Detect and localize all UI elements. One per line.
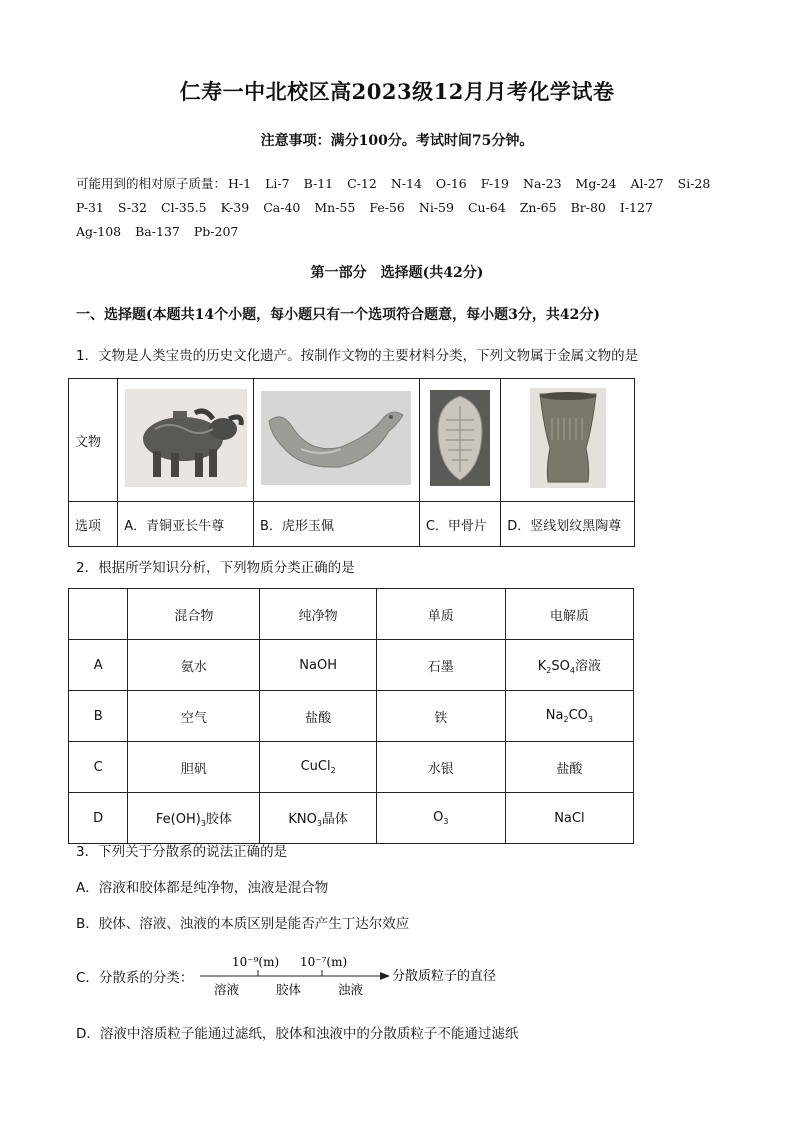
q2-row-option-label[interactable]: D xyxy=(69,793,128,844)
oracle-bone-image xyxy=(430,390,490,486)
atomic-mass-item: Al-27 xyxy=(630,176,664,191)
tick-label-2: 10⁻⁷(m) xyxy=(300,955,348,969)
q3-option-c-lead[interactable]: C．分散系的分类： xyxy=(76,970,194,986)
atomic-mass-item: Ba-137 xyxy=(135,224,180,239)
atomic-mass-item: Na-23 xyxy=(523,176,562,191)
q1-image-d xyxy=(501,379,635,502)
q1-option-a[interactable]: A．青铜亚长牛尊 xyxy=(118,502,254,547)
axis-arrow-icon xyxy=(380,972,390,980)
atomic-mass-item: P-31 xyxy=(76,200,104,215)
q2-row-option-label[interactable]: A xyxy=(69,640,128,691)
q2-cell: 氨水 xyxy=(128,640,260,691)
atomic-mass-item: Ni-59 xyxy=(418,200,454,215)
q2-cell: 石墨 xyxy=(376,640,505,691)
atomic-mass-item: Mg-24 xyxy=(575,176,617,191)
q2-row xyxy=(69,691,634,742)
atomic-mass-item: S-32 xyxy=(117,200,148,215)
atomic-mass-item: B-11 xyxy=(303,176,334,191)
q2-cell: 水银 xyxy=(376,742,505,793)
exam-notice: 注意事项：满分100分。考试时间75分钟。 xyxy=(260,133,534,149)
q2-header-electrolyte: 电解质 xyxy=(505,589,633,640)
q2-cell: CuCl$_2$ xyxy=(260,742,376,793)
q1-option-c[interactable]: C．甲骨片 xyxy=(419,502,500,547)
atomic-mass-item: Ca-40 xyxy=(263,200,301,215)
q3-option-b[interactable]: B．胶体、溶液、浊液的本质区别是能否产生丁达尔效应 xyxy=(76,916,410,932)
q2-cell: $Fe(OH)_3$胶体 xyxy=(128,793,260,844)
q2-stem: 2．根据所学知识分析，下列物质分类正确的是 xyxy=(76,560,355,576)
q2-cell: 盐酸 xyxy=(260,691,376,742)
q1-image-b xyxy=(253,379,419,502)
atomic-mass-item: Mn-55 xyxy=(314,200,356,215)
q1-image-a xyxy=(118,379,254,502)
q1-image-c xyxy=(419,379,500,502)
q2-cell: 盐酸 xyxy=(505,742,633,793)
q1-option-b[interactable]: B．虎形玉佩 xyxy=(253,502,419,547)
q2-header-mixture: 混合物 xyxy=(128,589,260,640)
q3-option-d[interactable]: D．溶液中溶质粒子能通过滤纸，胶体和浊液中的分散质粒子不能通过滤纸 xyxy=(76,1026,519,1042)
segment-suspension: 浊液 xyxy=(338,982,364,997)
exam-title: 仁寿一中北校区高2023级12月月考化学试卷 xyxy=(179,79,615,104)
q1-option-d[interactable]: D．竖线划纹黑陶尊 xyxy=(501,502,635,547)
atomic-mass-item: C-12 xyxy=(347,176,377,191)
q2-header-pure: 纯净物 xyxy=(260,589,376,640)
q1-row-label-artifact: 文物 xyxy=(69,379,118,502)
q2-header-empty xyxy=(69,589,128,640)
q2-header-element: 单质 xyxy=(376,589,505,640)
q2-row xyxy=(69,793,634,844)
q2-cell: $Na_2CO_3$ xyxy=(505,691,633,742)
part-title: 第一部分 选择题(共42分) xyxy=(310,265,484,281)
q3-option-a[interactable]: A．溶液和胶体都是纯净物，浊液是混合物 xyxy=(76,880,329,896)
atomic-mass-item: Zn-65 xyxy=(519,200,557,215)
segment-solution: 溶液 xyxy=(214,982,240,997)
q1-table xyxy=(68,378,635,547)
segment-colloid: 胶体 xyxy=(276,982,302,997)
atomic-mass-item: H-1 xyxy=(228,176,252,191)
q2-cell: NaCl xyxy=(505,793,633,844)
q2-row xyxy=(69,640,634,691)
atomic-mass-list xyxy=(76,172,726,244)
atomic-mass-item: Cu-64 xyxy=(467,200,506,215)
q2-table xyxy=(68,588,634,844)
q2-row xyxy=(69,742,634,793)
atomic-mass-item: Fe-56 xyxy=(369,200,405,215)
atomic-mass-item: K-39 xyxy=(220,200,250,215)
atomic-mass-item: O-16 xyxy=(435,176,467,191)
q2-cell: $O_3$ xyxy=(376,793,505,844)
bronze-ox-image xyxy=(125,389,247,487)
atomic-mass-item: Si-28 xyxy=(677,176,711,191)
q2-row-option-label[interactable]: B xyxy=(69,691,128,742)
q2-cell: 铁 xyxy=(376,691,505,742)
q2-cell: $KNO_3$晶体 xyxy=(260,793,376,844)
q1-stem: 1．文物是人类宝贵的历史文化遗产。按制作文物的主要材料分类，下列文物属于金属文物的是 xyxy=(76,348,639,364)
tiger-jade-image xyxy=(261,391,411,485)
atomic-mass-item: F-19 xyxy=(480,176,510,191)
atomic-mass-item: I-127 xyxy=(619,200,653,215)
atomic-mass-lead: 可能用到的相对原子质量： xyxy=(76,176,227,191)
section-title: 一、选择题(本题共14个小题，每小题只有一个选项符合题意，每小题3分，共42分) xyxy=(76,307,600,323)
atomic-mass-item: N-14 xyxy=(390,176,422,191)
q2-cell: NaOH xyxy=(260,640,376,691)
q2-row-option-label[interactable]: C xyxy=(69,742,128,793)
atomic-mass-item: Pb-207 xyxy=(193,224,239,239)
q2-cell: 空气 xyxy=(128,691,260,742)
atomic-mass-item: Br-80 xyxy=(570,200,606,215)
dispersion-axis-diagram xyxy=(196,950,516,1002)
q1-row-label-option: 选项 xyxy=(69,502,118,547)
q3-stem: 3．下列关于分散系的说法正确的是 xyxy=(76,844,288,860)
tick-label-1: 10⁻⁹(m) xyxy=(232,955,280,969)
atomic-mass-item: Cl-35.5 xyxy=(161,200,207,215)
atomic-mass-item: Ag-108 xyxy=(76,224,122,239)
q2-cell: 胆矾 xyxy=(128,742,260,793)
axis-label: 分散质粒子的直径 xyxy=(392,969,497,984)
black-pottery-image xyxy=(530,388,606,488)
atomic-mass-item: Li-7 xyxy=(265,176,290,191)
q2-cell: $K_2SO_4$溶液 xyxy=(505,640,633,691)
